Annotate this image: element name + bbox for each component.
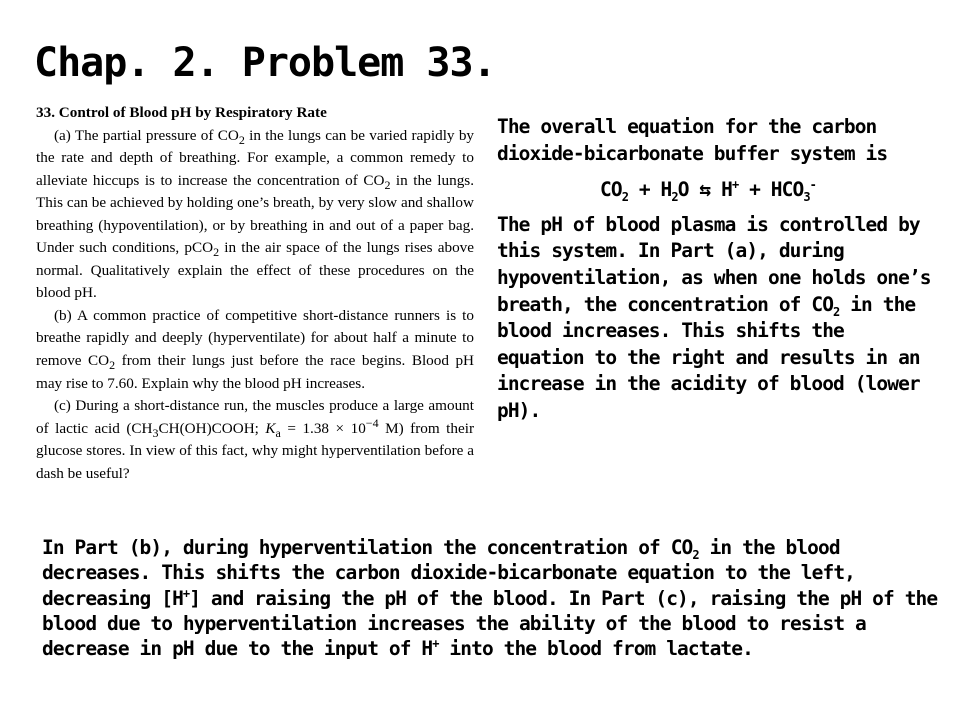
- problem-part-c: (c) During a short-distance run, the muscles produce a large amount of lactic acid ($CH_3CH(OH)COOH$; $K_a = 1.38 \times 10^{-4}$ M) from their glucose stores. In view of this fact, why might hyperventilation before a dash be useful?: [36, 397, 475, 482]
- explanation-part-a: The pH of blood plasma is controlled by this system. In Part (a), during hypoventilation, as when one holds one’s breath, the concentration of $CO_2$ in the blood increases. This shifts the equation to the right and results in an increase in the acidity of blood (lower pH).: [497, 212, 931, 422]
- problem-part-a: (a) The partial pressure of $CO_2$ in the lungs can be varied rapidly by the rate and depth of breathing. For example, a common remedy to alleviate hiccups is to increase the concentration of $CO_2$ in the lungs. This can be achieved by holding one’s breath, by very slow and shallow breathing (hypoventilation), or by breathing in and out of a paper bag. Under such conditions, pCO$_2$ in the air space of the lungs rises above normal. Qualitatively explain the effect of these procedures on the blood pH.: [36, 126, 475, 302]
- textbook-problem-excerpt: [36, 102, 474, 485]
- problem-heading-text: Control of Blood pH by Respiratory Rate: [58, 104, 327, 121]
- problem-part-b: (b) A common practice of competitive short-distance runners is to breathe rapidly and deeply (hyperventilate) for about half a minute to remove $CO_2$ from their lungs just before the race begins. Blood pH may rise to 7.60. Explain why the blood pH increases.: [36, 306, 475, 392]
- problem-heading: [36, 102, 474, 125]
- buffer-equation: $CO_2 + H_2O$ ⇆ $H^+ + HCO_3^-$: [600, 177, 816, 205]
- explanation-column: [497, 114, 939, 425]
- slide-title: Chap. 2. Problem 33.: [34, 40, 496, 86]
- problem-number: 33.: [36, 104, 55, 121]
- explanation-part-b-c: In Part (b), during hyperventilation the concentration of $CO_2$ in the blood decreases. This shifts the carbon dioxide-bicarbonate equation to the left, decreasing [H+] and raising the pH of the blood. In Part (c), raising the pH of the blood due to hyperventilation increases the ability of the blood to resist a decrease in pH due to the input of H+ into the blood from lactate.: [42, 536, 938, 661]
- explanation-intro: The overall equation for the carbon dioxide-bicarbonate buffer system is: [497, 115, 888, 165]
